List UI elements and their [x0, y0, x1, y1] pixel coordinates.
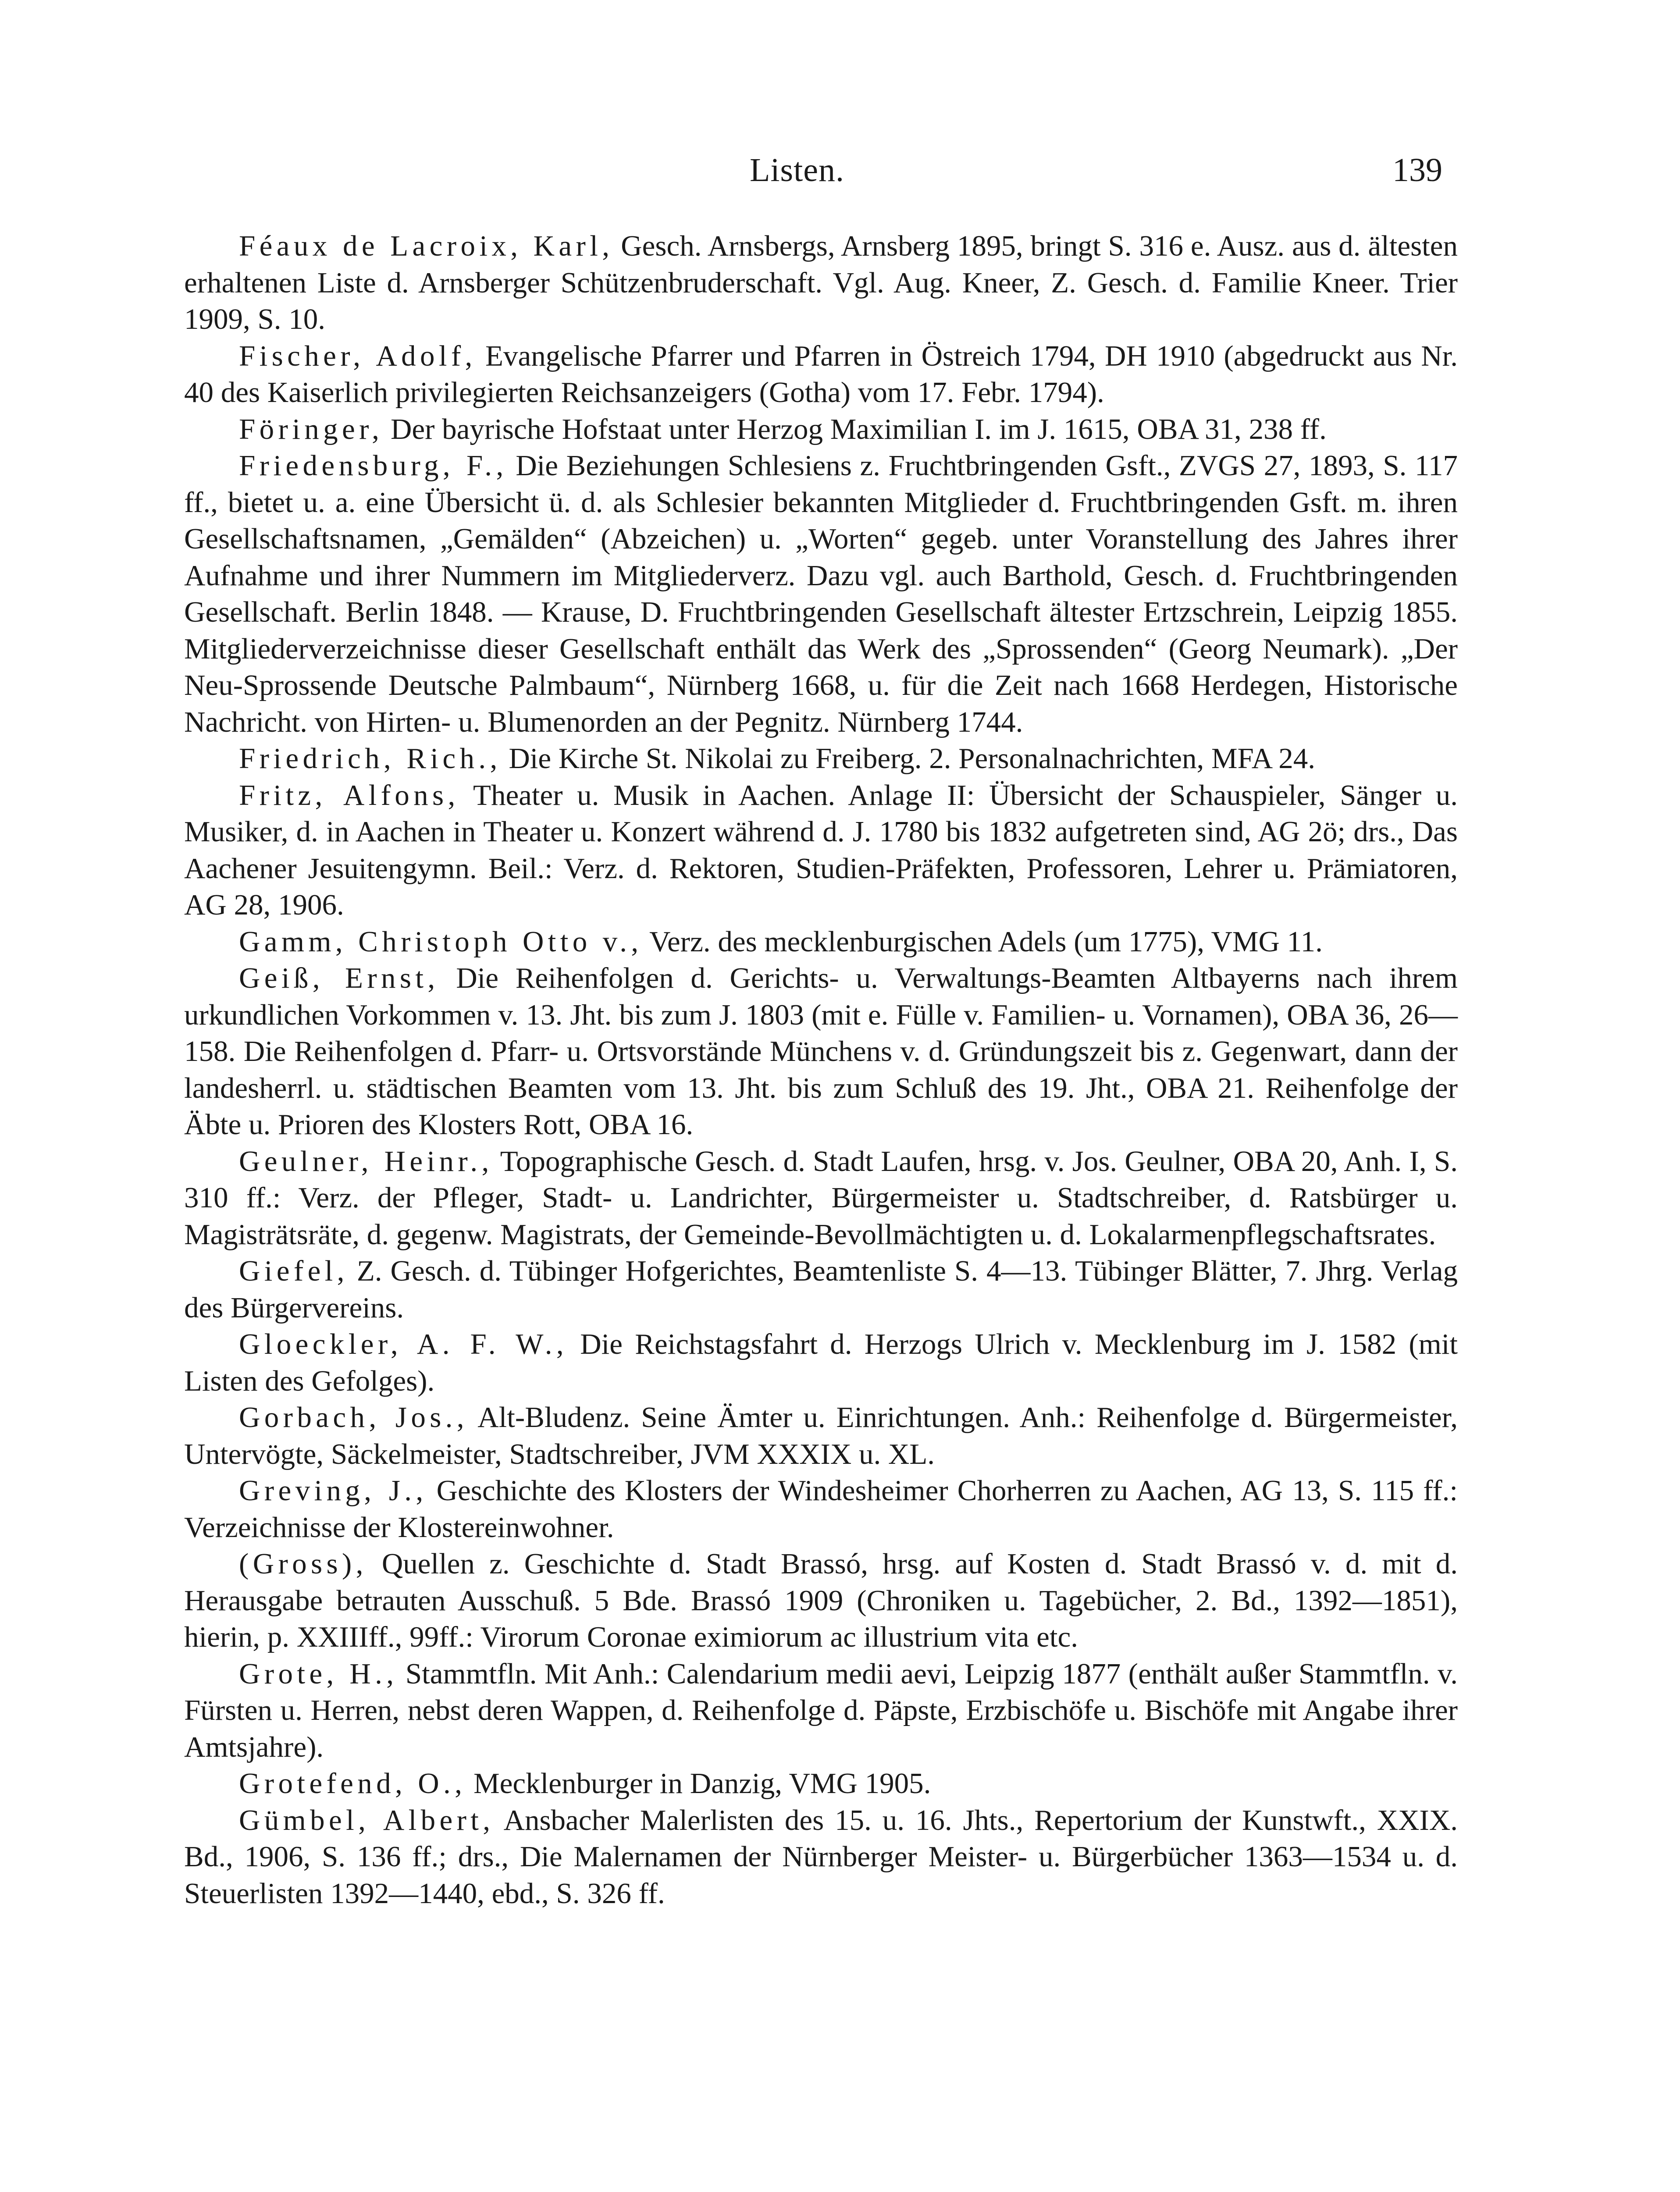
entry-author: Giefel, [239, 1255, 349, 1287]
entry-text: Die Kirche St. Nikolai zu Freiberg. 2. Personalnachrichten, MFA 24. [509, 742, 1315, 775]
entry-text: Stammtfln. Mit Anh.: Calendarium medii aevi, Leipzig 1877 (enthält außer Stammtfln. v. Fürsten u. Herren, nebst deren Wappen, d. Reihenfolge d. Päpste, Erzbischöfe u. Bischöfe mit Angabe ihrer Amtsjahre). [184, 1657, 1458, 1763]
bibliography-entry [184, 228, 1458, 338]
bibliography-entry [184, 1253, 1458, 1326]
bibliography-entry [184, 1399, 1458, 1473]
bibliography-entry [184, 1802, 1458, 1912]
entry-author: Gloeckler, A. F. W., [239, 1328, 568, 1360]
entry-text: Die Beziehungen Schlesiens z. Fruchtbringenden Gsft., ZVGS 27, 1893, S. 117 ff., bietet u. a. eine Übersicht ü. d. als Schlesier bekannten Mitglieder d. Fruchtbringenden Gsft. m. ihren Gesellschaftsnamen, „Gemälden“ (Abzeichen) u. „Worten“ gegeb. unter Voranstellung des Jahres ihrer Aufnahme und ihrer Nummern im Mitgliederverz. Dazu vgl. auch Barthold, Gesch. d. Fruchtbringenden Gesellschaft. Berlin 1848. — Krause, D. Fruchtbringenden Gesellschaft ältester Ertzschrein, Leipzig 1855. Mitgliederverzeichnisse dieser Gesellschaft enthält das Werk des „Sprossenden“ (Georg Neumark). „Der Neu-Sprossende Deutsche Palmbaum“, Nürnberg 1668, u. für die Zeit nach 1668 Herdegen, Historische Nachricht. von Hirten- u. Blumenorden an der Pegnitz. Nürnberg 1744. [184, 449, 1458, 738]
entry-author: Féaux de Lacroix, Karl, [239, 230, 614, 262]
entry-text: Z. Gesch. d. Tübinger Hofgerichtes, Beamtenliste S. 4—13. Tübinger Blätter, 7. Jhrg. Verlag des Bürgervereins. [184, 1255, 1458, 1324]
bibliography-entry [184, 924, 1458, 961]
entry-author: Friedrich, Rich., [239, 742, 502, 775]
page-header [189, 151, 1451, 204]
entry-author: Geiß, Ernst, [239, 962, 439, 994]
bibliography-entry [184, 448, 1458, 740]
entry-text: Der bayrische Hofstaat unter Herzog Maximilian I. im J. 1615, OBA 31, 238 ff. [390, 413, 1327, 445]
bibliography-entry [184, 777, 1458, 924]
entry-text: Theater u. Musik in Aachen. Anlage II: Übersicht der Schauspieler, Sänger u. Musiker, d. in Aachen in Theater u. Konzert während d. J. 1780 bis 1832 aufgetreten sind, AG 2ö; drs., Das Aachener Jesuitengymn. Beil.: Verz. d. Rektoren, Studien-Präfekten, Professoren, Lehrer u. Prämiatoren, AG 28, 1906. [184, 779, 1458, 921]
entry-author: Fritz, Alfons, [239, 779, 459, 811]
running-title: Listen. [750, 152, 844, 189]
bibliography-entry [184, 411, 1458, 448]
entry-author: Friedensburg, F., [239, 449, 508, 482]
bibliography-entry [184, 1143, 1458, 1253]
entry-text: Quellen z. Geschichte d. Stadt Brassó, hrsg. auf Kosten d. Stadt Brassó v. d. mit d. Herausgabe betrauten Ausschuß. 5 Bde. Brassó 1909 (Chroniken u. Tagebücher, 2. Bd., 1392—1851), hierin, p. XXIIIff., 99ff.: Virorum Coronae eximiorum ac illustrium vita etc. [184, 1548, 1458, 1653]
bibliography-entry [184, 960, 1458, 1143]
entry-text: Ansbacher Malerlisten des 15. u. 16. Jhts., Repertorium der Kunstwft., XXIX. Bd., 1906, S. 136 ff.; drs., Die Malernamen der Nürnberger Meister- u. Bürgerbücher 1363—1534 u. d. Steuerlisten 1392—1440, ebd., S. 326 ff. [184, 1804, 1458, 1910]
bibliography-entry [184, 338, 1458, 411]
entry-text: Die Reihenfolgen d. Gerichts- u. Verwaltungs-Beamten Altbayerns nach ihrem urkundlichen Vorkommen v. 13. Jht. bis zum J. 1803 (mit e. Fülle v. Familien- u. Vornamen), OBA 36, 26—158. Die Reihenfolgen d. Pfarr- u. Ortsvorstände Münchens v. d. Gründungszeit bis z. Gegenwart, dann der landesherrl. u. städtischen Beamten vom 13. Jht. bis zum Schluß des 19. Jht., OBA 21. Reihenfolge der Äbte u. Prioren des Klosters Rott, OBA 16. [184, 962, 1458, 1141]
entry-text: Topographische Gesch. d. Stadt Laufen, hrsg. v. Jos. Geulner, OBA 20, Anh. I, S. 310 ff.: Verz. der Pfleger, Stadt- u. Landrichter, Bürgermeister u. Stadtschreiber, d. Ratsbürger u. Magisträtsräte, d. gegenw. Magistrats, der Gemeinde-Bevollmächtigten u. d. Lokalarmenpflegschaftsrates. [184, 1145, 1458, 1251]
bibliography-entry [184, 1546, 1458, 1656]
entry-text: Die Reichstagsfahrt d. Herzogs Ulrich v. Mecklenburg im J. 1582 (mit Listen des Gefolges). [184, 1328, 1458, 1397]
bibliography-entry [184, 1326, 1458, 1399]
bibliography-entry [184, 740, 1458, 777]
entry-text: Evangelische Pfarrer und Pfarren in Östreich 1794, DH 1910 (abgedruckt aus Nr. 40 des Kaiserlich privilegierten Reichsanzeigers (Gotha) vom 17. Febr. 1794). [184, 339, 1458, 409]
entry-text: Verz. des mecklenburgischen Adels (um 1775), VMG 11. [649, 925, 1323, 958]
entry-author: Gümbel, Albert, [239, 1804, 495, 1836]
bibliography-entry [184, 1656, 1458, 1766]
entry-text: Gesch. Arnsbergs, Arnsberg 1895, bringt S. 316 e. Ausz. aus d. ältesten erhaltenen Liste d. Arnsberger Schützenbruderschaft. Vgl. Aug. Kneer, Z. Gesch. d. Familie Kneer. Trier 1909, S. 10. [184, 230, 1458, 335]
entry-text: Alt-Bludenz. Seine Ämter u. Einrichtungen. Anh.: Reihenfolge d. Bürgermeister, Untervögte, Säckelmeister, Stadtschreiber, JVM XXXIX u. XL. [184, 1401, 1458, 1470]
page-number: 139 [1392, 152, 1442, 189]
entry-text: Mecklenburger in Danzig, VMG 1905. [473, 1767, 931, 1800]
entry-author: Gorbach, Jos., [239, 1401, 468, 1434]
entry-author: Föringer, [239, 413, 384, 445]
entry-author: Grotefend, O., [239, 1767, 466, 1800]
entry-text: Geschichte des Klosters der Windesheimer Chorherren zu Aachen, AG 13, S. 115 ff.: Verzeichnisse der Klostereinwohner. [184, 1474, 1458, 1544]
entry-author: Greving, J., [239, 1474, 427, 1507]
bibliography-list [184, 228, 1458, 1912]
bibliography-entry [184, 1473, 1458, 1546]
entry-author: Gamm, Christoph Otto v., [239, 925, 643, 958]
entry-author: Grote, H., [239, 1657, 398, 1690]
entry-author: Geulner, Heinr., [239, 1145, 493, 1178]
entry-author: (Gross), [239, 1548, 367, 1580]
entry-author: Fischer, Adolf, [239, 339, 477, 372]
bibliography-entry [184, 1765, 1458, 1802]
